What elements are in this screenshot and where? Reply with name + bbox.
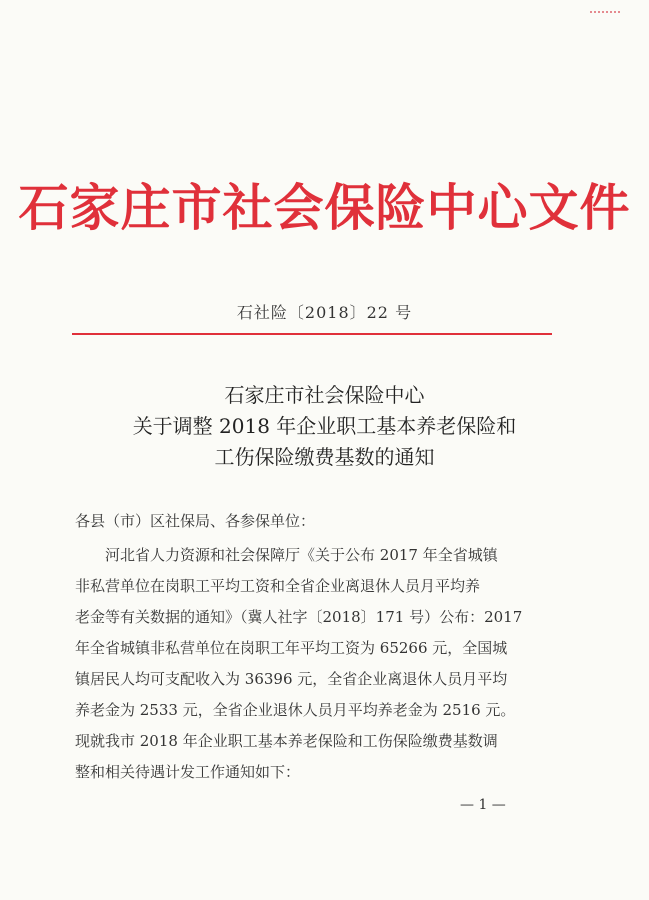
notice-title (0, 380, 649, 473)
salutation: 各县（市）区社保局、各参保单位： (75, 512, 316, 530)
body-line: 现就我市 2018 年企业职工基本养老保险和工伤保险缴费基数调 (75, 732, 498, 750)
body-line: 非私营单位在岗职工平均工资和全省企业离退休人员月平均养 (75, 577, 481, 595)
corner-mark (590, 11, 620, 19)
document-number: 石社险〔2018〕22 号 (236, 303, 413, 322)
red-separator-line (72, 333, 552, 335)
body-line: 老金等有关数据的通知》（冀人社字〔2018〕171 号）公布：2017 (75, 608, 523, 626)
body-line: 整和相关待遇计发工作通知如下： (75, 763, 301, 781)
body-paragraph (75, 540, 555, 788)
notice-title-line: 石家庄市社会保险中心 (224, 383, 425, 407)
body-line: 镇居民人均可支配收入为 36396 元，全省企业离退休人员月平均 (75, 670, 508, 688)
document-header-title: 石家庄市社会保险中心文件 (18, 179, 631, 237)
body-line: 河北省人力资源和社会保障厅《关于公布 2017 年全省城镇 (75, 546, 498, 564)
page-number: — 1 — (460, 797, 506, 813)
notice-title-line: 工伤保险缴费基数的通知 (214, 445, 435, 469)
body-line: 年全省城镇非私营单位在岗职工年平均工资为 65266 元，全国城 (75, 639, 508, 657)
notice-title-line: 关于调整 2018 年企业职工基本养老保险和 (132, 414, 517, 438)
body-line: 养老金为 2533 元，全省企业退休人员月平均养老金为 2516 元。 (75, 701, 516, 719)
